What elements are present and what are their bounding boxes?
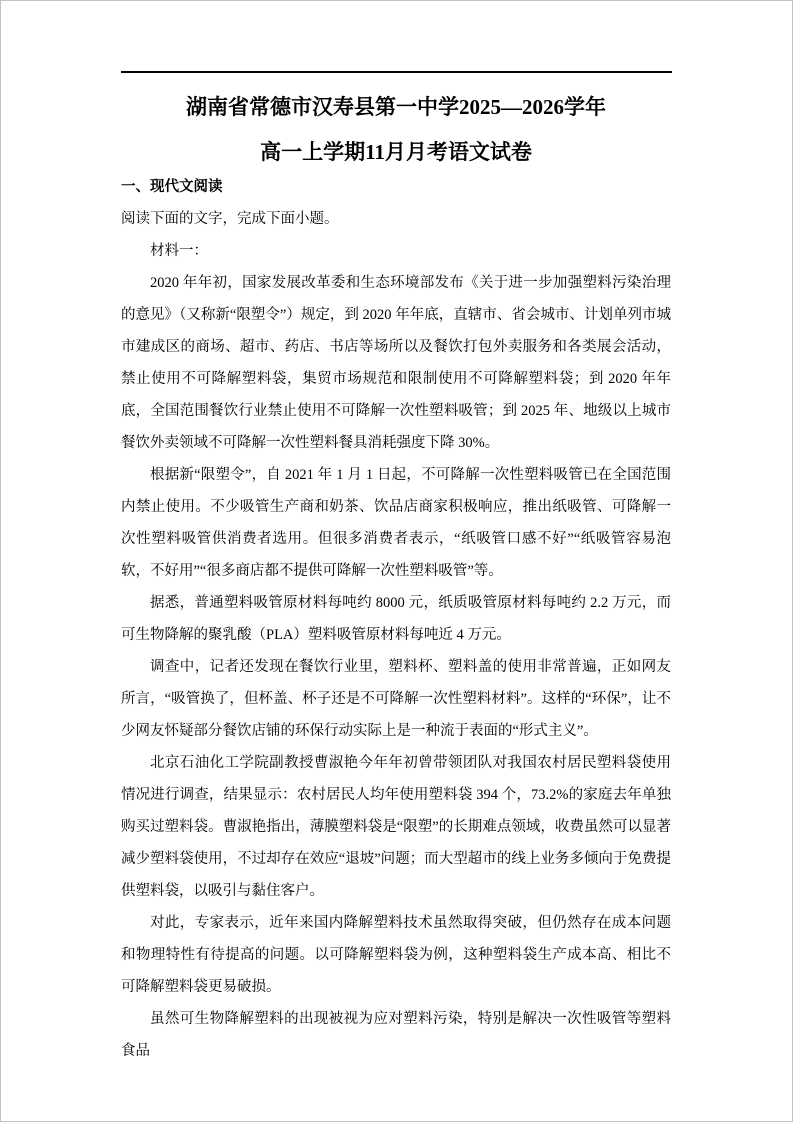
section-heading: 一、现代文阅读 <box>121 179 223 195</box>
document-body <box>121 171 671 1067</box>
body-paragraph: 北京石油化工学院副教授曹淑艳今年年初曾带领团队对我国农村居民塑料袋使用情况进行调查，结果显示：农村居民人均年使用塑料袋 394 个，73.2%的家庭去年单独购买过塑料袋。曹淑艳指出，薄膜塑料袋是“限塑”的长期难点领域，收费虽然可以显著减少塑料袋使用，不过却存在效应“退坡”问题；而大型超市的线上业务多倾向于免费提供塑料袋，以吸引与黏住客户。 <box>121 755 671 899</box>
body-paragraph: 虽然可生物降解塑料的出现被视为应对塑料污染，特别是解决一次性吸管等塑料食品 <box>121 1011 671 1059</box>
body-paragraph: 调查中，记者还发现在餐饮行业里，塑料杯、塑料盖的使用非常普遍，正如网友所言，“吸管换了，但杯盖、杯子还是不可降解一次性塑料材料”。这样的“环保”，让不少网友怀疑部分餐饮店铺的环保行动实际上是一种流于表面的“形式主义”。 <box>121 659 671 739</box>
body-paragraph: 据悉，普通塑料吸管原材料每吨约 8000 元，纸质吸管原材料每吨约 2.2 万元，而可生物降解的聚乳酸（PLA）塑料吸管原材料每吨近 4 万元。 <box>121 595 671 643</box>
section-intro: 阅读下面的文字，完成下面小题。 <box>121 211 339 227</box>
material-label: 材料一： <box>150 243 208 259</box>
document-title-line2: 高一上学期11月月考语文试卷 <box>260 140 532 164</box>
document-content <box>121 73 671 1067</box>
document-title-line1: 湖南省常德市汉寿县第一中学2025—2026学年 <box>186 95 606 119</box>
body-paragraph: 根据新“限塑令”，自 2021 年 1 月 1 日起，不可降解一次性塑料吸管已在全国范围内禁止使用。不少吸管生产商和奶茶、饮品店商家积极响应，推出纸吸管、可降解一次性塑料吸管供消费者选用。但很多消费者表示，“纸吸管口感不好”“纸吸管容易泡软，不好用”“很多商店都不提供可降解一次性塑料吸管”等。 <box>121 467 671 579</box>
body-paragraph: 2020 年年初，国家发展改革委和生态环境部发布《关于进一步加强塑料污染治理的意见》（又称新“限塑令”）规定，到 2020 年年底，直辖市、省会城市、计划单列市城市建成区的商场、超市、药店、书店等场所以及餐饮打包外卖服务和各类展会活动，禁止使用不可降解塑料袋，集贸市场规范和限制使用不可降解塑料袋；到 2020 年年底，全国范围餐饮行业禁止使用不可降解一次性塑料吸管；到 2025 年、地级以上城市餐饮外卖领域不可降解一次性塑料餐具消耗强度下降 30%。 <box>121 275 671 451</box>
body-paragraph: 对此，专家表示，近年来国内降解塑料技术虽然取得突破，但仍然存在成本问题和物理特性有待提高的问题。以可降解塑料袋为例，这种塑料袋生产成本高、相比不可降解塑料袋更易破损。 <box>121 915 671 995</box>
